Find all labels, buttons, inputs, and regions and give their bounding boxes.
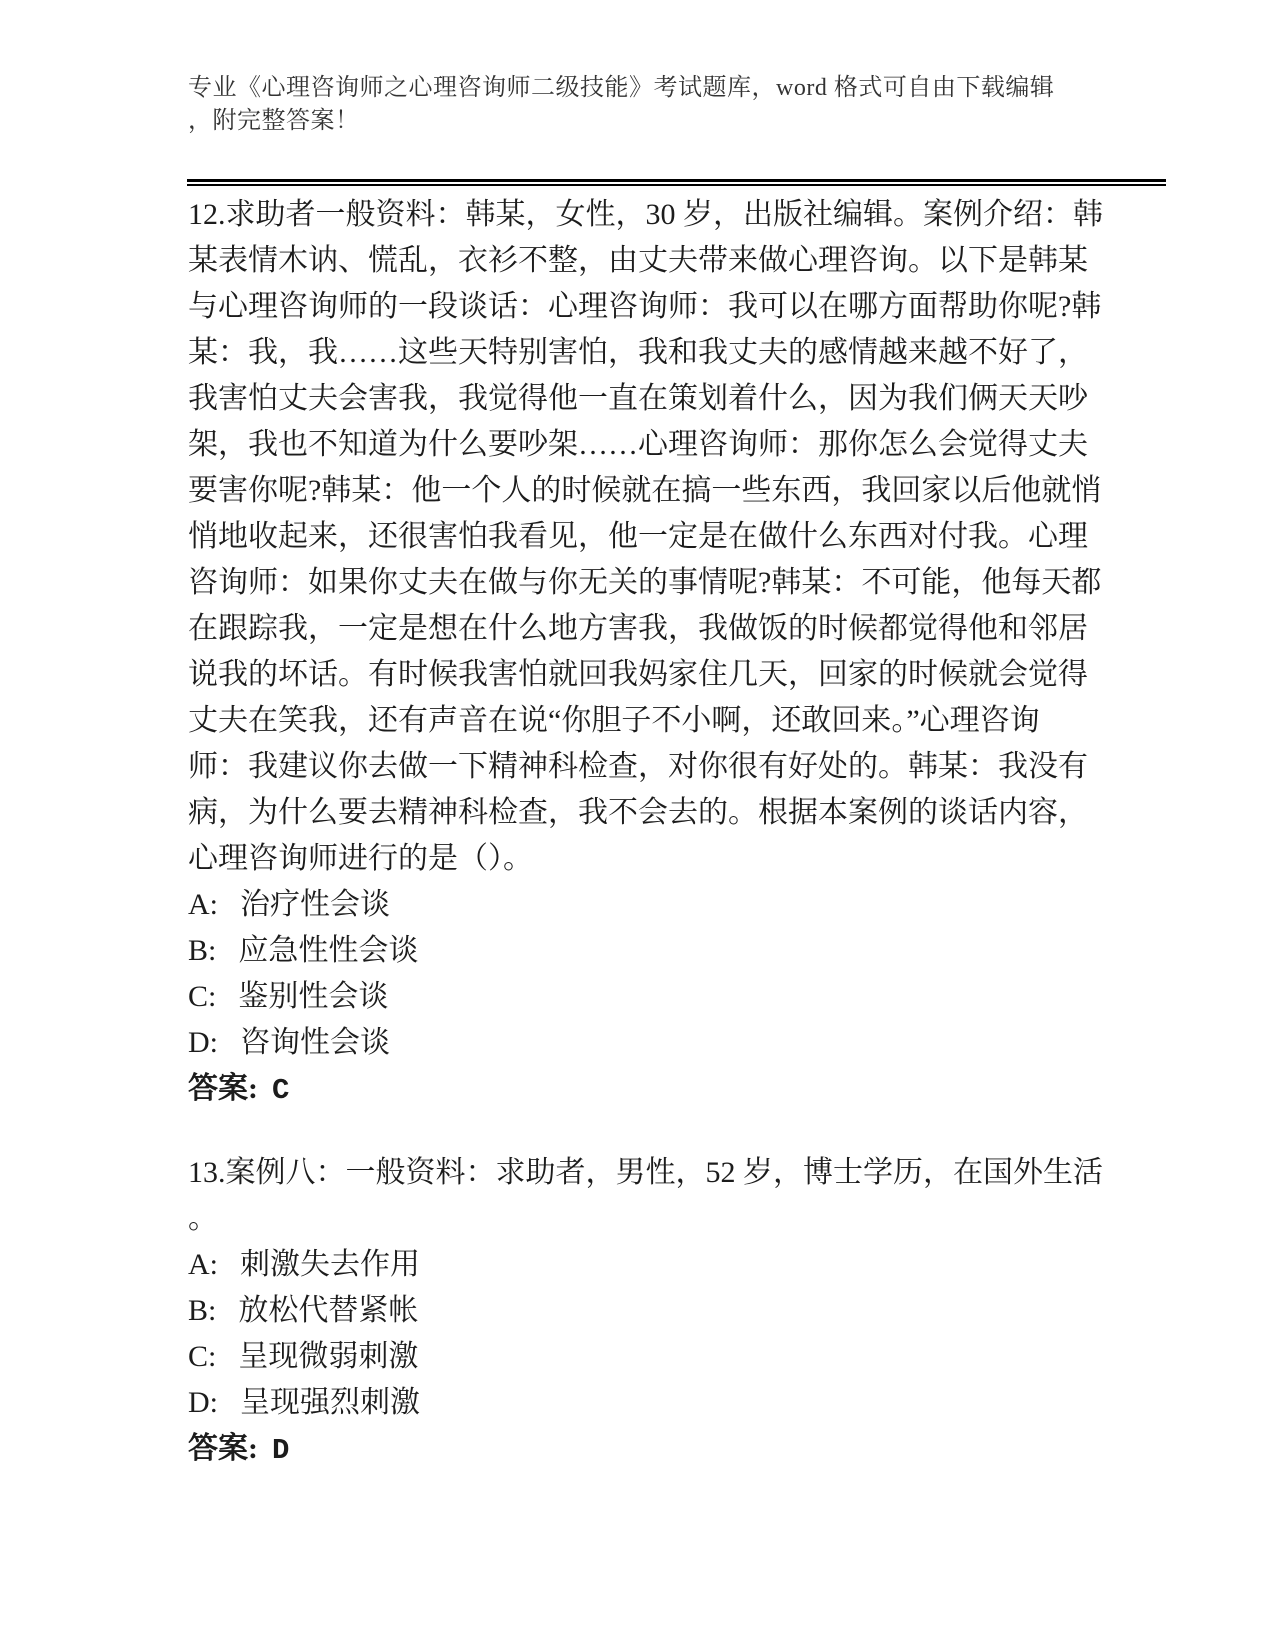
header-text-line-2: ，附完整答案！ <box>188 108 360 134</box>
question-line: 咨询师：如果你丈夫在做与你无关的事情呢?韩某：不可能，他每天都 <box>188 566 1102 599</box>
question-block-13 <box>188 1150 1188 1474</box>
question-line: 架，我也不知道为什么要吵架……心理咨询师：那你怎么会觉得丈夫 <box>188 428 1088 461</box>
option-a-text: 刺激失去作用 <box>240 1248 420 1281</box>
option-b-row <box>188 928 1188 974</box>
option-d-row <box>188 1380 1188 1426</box>
question-line: 说我的坏话。有时候我害怕就回我妈家住几天，回家的时候就会觉得 <box>188 658 1088 691</box>
option-a-label: A: <box>188 888 218 921</box>
question-line: 在跟踪我，一定是想在什么地方害我，我做饭的时候都觉得他和邻居 <box>188 612 1088 645</box>
option-c-row <box>188 974 1188 1020</box>
option-c-row <box>188 1334 1188 1380</box>
document-header <box>188 72 1173 138</box>
question-line: 病，为什么要去精神科检查，我不会去的。根据本案例的谈话内容， <box>188 796 1088 829</box>
option-b-text: 应急性性会谈 <box>238 934 419 967</box>
question-line: 悄地收起来，还很害怕我看见，他一定是在做什么东西对付我。心理 <box>188 520 1088 553</box>
answer-label: 答案: <box>188 1072 258 1105</box>
option-a-row <box>188 882 1188 928</box>
answer-row <box>188 1426 1188 1474</box>
option-c-label: C: <box>188 980 217 1013</box>
option-b-row <box>188 1288 1188 1334</box>
answer-label: 答案: <box>188 1432 258 1465</box>
answer-row <box>188 1066 1188 1114</box>
answer-value: C <box>272 1074 290 1107</box>
question-line: 13.案例八：一般资料：求助者，男性，52 岁，博士学历，在国外生活 <box>188 1156 1103 1189</box>
document-body <box>188 192 1188 1474</box>
option-c-text: 呈现微弱刺激 <box>238 1340 419 1373</box>
question-line: 我害怕丈夫会害我，我觉得他一直在策划着什么，因为我们俩天天吵 <box>188 382 1088 415</box>
option-d-row <box>188 1020 1188 1066</box>
option-a-row <box>188 1242 1188 1288</box>
option-a-label: A: <box>188 1248 218 1281</box>
header-text-line-1: 专业《心理咨询师之心理咨询师二级技能》考试题库，word 格式可自由下载编辑 <box>188 75 1055 101</box>
option-d-text: 呈现强烈刺激 <box>240 1386 420 1419</box>
question-block-12 <box>188 192 1188 1114</box>
question-line: 某：我，我……这些天特别害怕，我和我丈夫的感情越来越不好了， <box>188 336 1088 369</box>
option-d-label: D: <box>188 1026 218 1059</box>
divider-thin-rule <box>187 184 1166 186</box>
question-line: 要害你呢?韩某：他一个人的时候就在搞一些东西，我回家以后他就悄 <box>188 474 1102 507</box>
option-b-text: 放松代替紧帐 <box>238 1294 419 1327</box>
question-line: 师：我建议你去做一下精神科检查，对你很有好处的。韩某：我没有 <box>188 750 1088 783</box>
header-divider <box>187 179 1166 186</box>
question-line: 丈夫在笑我，还有声音在说“你胆子不小啊，还敢回来。”心理咨询 <box>188 704 1040 737</box>
option-d-label: D: <box>188 1386 218 1419</box>
option-b-label: B: <box>188 934 217 967</box>
question-line: 心理咨询师进行的是（）。 <box>188 842 533 875</box>
option-d-text: 咨询性会谈 <box>240 1026 390 1059</box>
option-c-text: 鉴别性会谈 <box>238 980 389 1013</box>
question-spacer <box>188 1114 1188 1150</box>
option-c-label: C: <box>188 1340 217 1373</box>
option-a-text: 治疗性会谈 <box>240 888 390 921</box>
question-line: 。 <box>188 1202 218 1235</box>
answer-value: D <box>272 1434 290 1467</box>
divider-thick-rule <box>187 179 1166 182</box>
option-b-label: B: <box>188 1294 217 1327</box>
question-line: 12.求助者一般资料：韩某，女性，30 岁，出版社编辑。案例介绍：韩 <box>188 198 1103 231</box>
question-line: 某表情木讷、慌乱，衣衫不整，由丈夫带来做心理咨询。以下是韩某 <box>188 244 1088 277</box>
question-line: 与心理咨询师的一段谈话：心理咨询师：我可以在哪方面帮助你呢?韩 <box>188 290 1102 323</box>
